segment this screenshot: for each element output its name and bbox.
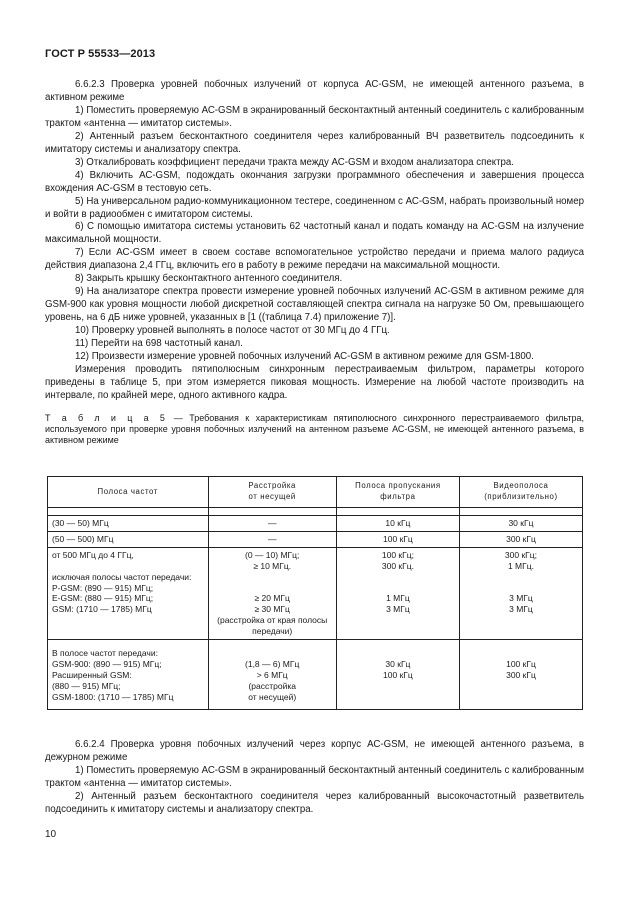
body-text-top bbox=[45, 79, 584, 447]
table-row bbox=[48, 547, 583, 639]
table-caption bbox=[45, 413, 584, 447]
col-header-offset: Расстройка от несущей bbox=[208, 477, 336, 508]
cell-videoband: 300 кГц; 1 МГц. 3 МГц 3 МГц bbox=[459, 547, 582, 639]
col-header-bandwidth: Полоса пропускания фильтра bbox=[336, 477, 459, 508]
cell-band: (50 — 500) МГц bbox=[48, 531, 209, 547]
cell-videoband: 300 кГц bbox=[459, 531, 582, 547]
cell-bandwidth: 30 кГц 100 кГц bbox=[336, 640, 459, 710]
table-header-row bbox=[48, 477, 583, 508]
cell-bandwidth: 10 кГц bbox=[336, 516, 459, 532]
section-heading: 6.6.2.4 Проверка уровня побочных излучений через корпус АС-GSM, не имеющей антенного разъема, в дежурном режиме bbox=[45, 739, 584, 763]
body-text-bottom bbox=[45, 739, 584, 817]
paragraph: 12) Произвести измерение уровней побочных излучений АС-GSM в активном режиме для GSM-1800. bbox=[75, 351, 534, 363]
standard-header: ГОСТ Р 55533—2013 bbox=[45, 48, 156, 60]
col-header-videoband: Видеополоса (приблизительно) bbox=[459, 477, 582, 508]
paragraph: 1) Поместить проверяемую АС-GSM в экранированный бесконтактный антенный соединитель с калиброванным трактом «антенна — имитатор системы». bbox=[45, 104, 584, 129]
cell-band: от 500 МГц до 4 ГГц, исключая полосы частот передачи: P-GSM: (890 — 915) МГц; E-GSM: (880 — 915) МГц; GSM: (1710 — 1785) МГц bbox=[48, 547, 209, 639]
paragraph: 6) С помощью имитатора системы установить 62 частотный канал и подать команду на АС-GSM на излучение максимальной мощности. bbox=[45, 221, 584, 246]
paragraph: 2) Антенный разъем бесконтактного соединителя через калиброванный высокочастотный разветвитель подсоединить к имитатору системы и анализатору спектра. bbox=[45, 790, 584, 815]
paragraph: 4) Включить АС-GSM, подождать окончания загрузки программного обеспечения и завершения процесса вхождения АС-GSM в тестовую сеть. bbox=[45, 169, 584, 194]
cell-offset: — bbox=[208, 531, 336, 547]
paragraph: 9) На анализаторе спектра провести измерение уровней побочных излучений АС-GSM в активном режиме для GSM-900 как уровня мощности любой дискретной составляющей спектра сигнала на нагрузке 50 Ом, превышающего уровень, на 6 дБ ниже уровней, указанных в [1 ((таблица 7.4) приложение 7)]. bbox=[45, 286, 584, 324]
filter-requirements-table bbox=[47, 476, 583, 710]
paragraph: Измерения проводить пятиполюсным синхронным перестраиваемым фильтром, параметры которого приведены в таблице 5, при этом измеряется пиковая мощность. Измерение на любой частоте производить на интервале, по крайней мере, одного активного кадра. bbox=[45, 363, 584, 401]
section-heading: 6.6.2.3 Проверка уровней побочных излучений от корпуса АС-GSM, не имеющей антенного разъема, в активном режиме bbox=[45, 79, 584, 103]
paragraph: 3) Откалибровать коэффициент передачи тракта между АС-GSM и входом анализатора спектра. bbox=[75, 156, 514, 168]
cell-offset: (0 — 10) МГц; ≥ 10 МГц. ≥ 20 МГц ≥ 30 МГц (расстройка от края полосы передачи) bbox=[208, 547, 336, 639]
table-row bbox=[48, 531, 583, 547]
paragraph: 8) Закрыть крышку бесконтактного антенного соединителя. bbox=[75, 273, 343, 285]
table-row bbox=[48, 516, 583, 532]
page-number: 10 bbox=[45, 829, 57, 840]
cell-band: (30 — 50) МГц bbox=[48, 516, 209, 532]
cell-offset: (1,8 — 6) МГц > 6 МГц (расстройка от несущей) bbox=[208, 640, 336, 710]
cell-videoband: 100 кГц 300 кГц bbox=[459, 640, 582, 710]
table-row bbox=[48, 640, 583, 710]
paragraph: 7) Если АС-GSM имеет в своем составе вспомогательное устройство передачи и приема малого радиуса действия диапазона 2,4 ГГц, включить его в работу в режиме передачи на максимальной мощности. bbox=[45, 247, 584, 272]
table-caption-label: Т а б л и ц а 5 bbox=[45, 412, 168, 423]
cell-offset: — bbox=[208, 516, 336, 532]
cell-videoband: 30 кГц bbox=[459, 516, 582, 532]
paragraph: 5) На универсальном радио-коммуникационном тестере, соединенном с АС-GSM, набрать произвольный номер и войти в радиообмен с имитатором системы. bbox=[45, 195, 584, 220]
cell-bandwidth: 100 кГц; 300 кГц. 1 МГц 3 МГц bbox=[336, 547, 459, 639]
table-caption-text: — Требования к характеристикам пятиполюсного синхронного перестраиваемого фильтра, используемого при проверке уровня побочных излучений на антенном разъеме АС-GSM, не имеющей антенного разъема, в активном режиме bbox=[45, 412, 584, 446]
table-spacer bbox=[48, 508, 583, 516]
col-header-band: Полоса частот bbox=[48, 477, 209, 508]
cell-band: В полосе частот передачи: GSM-900: (890 — 915) МГц; Расширенный GSM: (880 — 915) МГц; GSM-1800: (1710 — 1785) МГц bbox=[48, 640, 209, 710]
paragraph: 11) Перейти на 698 частотный канал. bbox=[75, 338, 243, 350]
paragraph: 2) Антенный разъем бесконтактного соединителя через калиброванный ВЧ разветвитель подсоединить к имитатору системы и анализатору спектра. bbox=[45, 130, 584, 155]
paragraph: 10) Проверку уровней выполнять в полосе частот от 30 МГц до 4 ГГц. bbox=[75, 325, 390, 337]
cell-bandwidth: 100 кГц bbox=[336, 531, 459, 547]
paragraph: 1) Поместить проверяемую АС-GSM в экранированный бесконтактный антенный соединитель с калиброванным трактом «антенна — имитатор системы». bbox=[45, 764, 584, 789]
